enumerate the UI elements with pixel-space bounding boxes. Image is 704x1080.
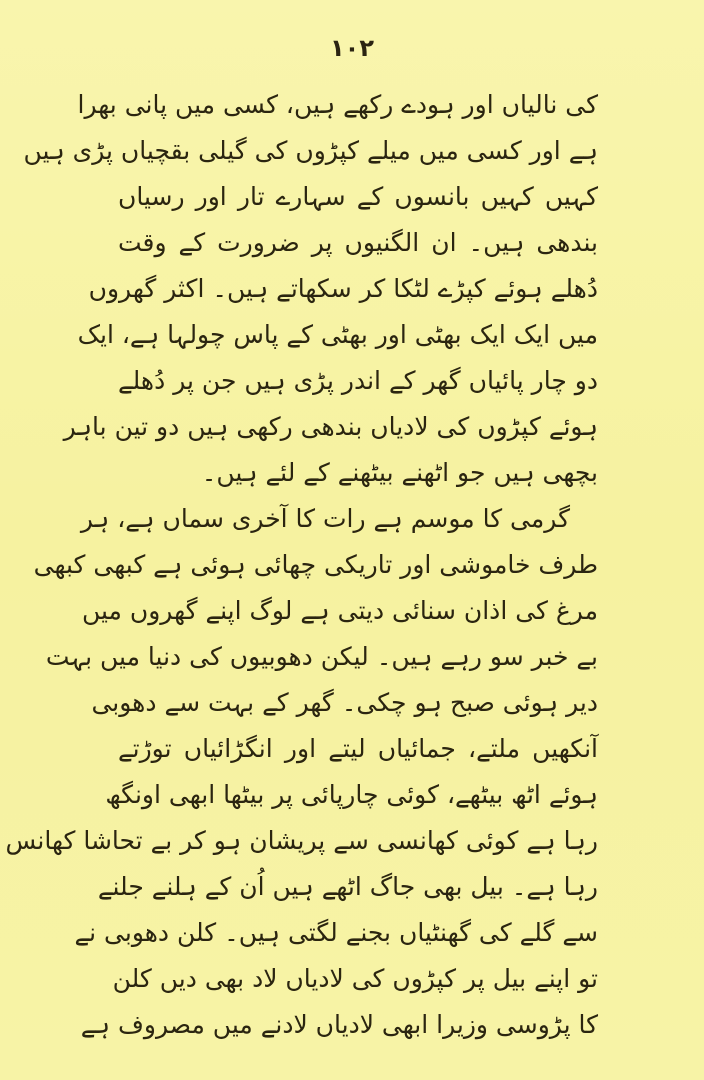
text-line: ہے اور کسی میں میلے کپڑوں کی گیلی بقچیاں پڑی ہیں <box>23 136 598 165</box>
text-line: بے خبر سو رہے ہیں۔ لیکن دھوبیوں کی دنیا میں بہت <box>45 642 598 671</box>
text-line: ہوئے کپڑوں کی لادیاں بندھی رکھی ہیں دو تین باہر <box>63 412 598 441</box>
text-line: آنکھیں ملتے، جمائیاں لیتے اور انگڑائیاں توڑتے <box>118 734 598 763</box>
text-line: رہا ہے کوئی کھانسی سے پریشان ہو کر بے تحاشا کھانس <box>5 826 598 855</box>
text-line: دُھلے ہوئے کپڑے لٹکا کر سکھاتے ہیں۔ اکثر گھروں <box>88 274 598 303</box>
text-line: رہا ہے۔ بیل بھی جاگ اٹھے ہیں اُن کے ہلنے جلنے <box>97 872 598 901</box>
text-line: سے گلے کی گھنٹیاں بجنے لگتی ہیں۔ کلن دھوبی نے <box>74 918 598 947</box>
text-line: مرغ کی اذان سنائی دیتی ہے لوگ اپنے گھروں میں <box>81 596 598 625</box>
text-line: طرف خاموشی اور تاریکی چھائی ہوئی ہے کبھی کبھی <box>33 550 598 579</box>
text-line: بچھی ہیں جو اٹھنے بیٹھنے کے لئے ہیں۔ <box>201 458 598 487</box>
text-line: ہوئے اٹھ بیٹھے، کوئی چارپائی پر بیٹھا ابھی اونگھ <box>105 780 598 809</box>
text-line: کی نالیاں اور ہودے رکھے ہیں، کسی میں پانی بھرا <box>77 90 598 119</box>
body-text <box>5 82 598 1048</box>
text-line: تو اپنے بیل پر کپڑوں کی لادیاں لاد بھی دیں کلن <box>112 964 598 993</box>
page-number: ۱۰۲ <box>330 34 374 62</box>
text-line: کہیں کہیں بانسوں کے سہارے تار اور رسیاں <box>118 182 598 211</box>
text-line: دو چار پائیاں گھر کے اندر پڑی ہیں جن پر دُھلے <box>118 366 598 395</box>
text-line: میں ایک ایک بھٹی اور بھٹی کے پاس چولہا ہے، ایک <box>77 320 598 349</box>
text-line: دیر ہوئی صبح ہو چکی۔ گھر کے بہت سے دھوبی <box>91 688 598 717</box>
text-line: گرمی کا موسم ہے رات کا آخری سماں ہے، ہر <box>80 504 570 533</box>
text-line: بندھی ہیں۔ ان الگنیوں پر ضرورت کے وقت <box>118 228 598 257</box>
text-line: کا پڑوسی وزیرا ابھی لادیاں لادنے میں مصروف ہے <box>80 1010 598 1039</box>
